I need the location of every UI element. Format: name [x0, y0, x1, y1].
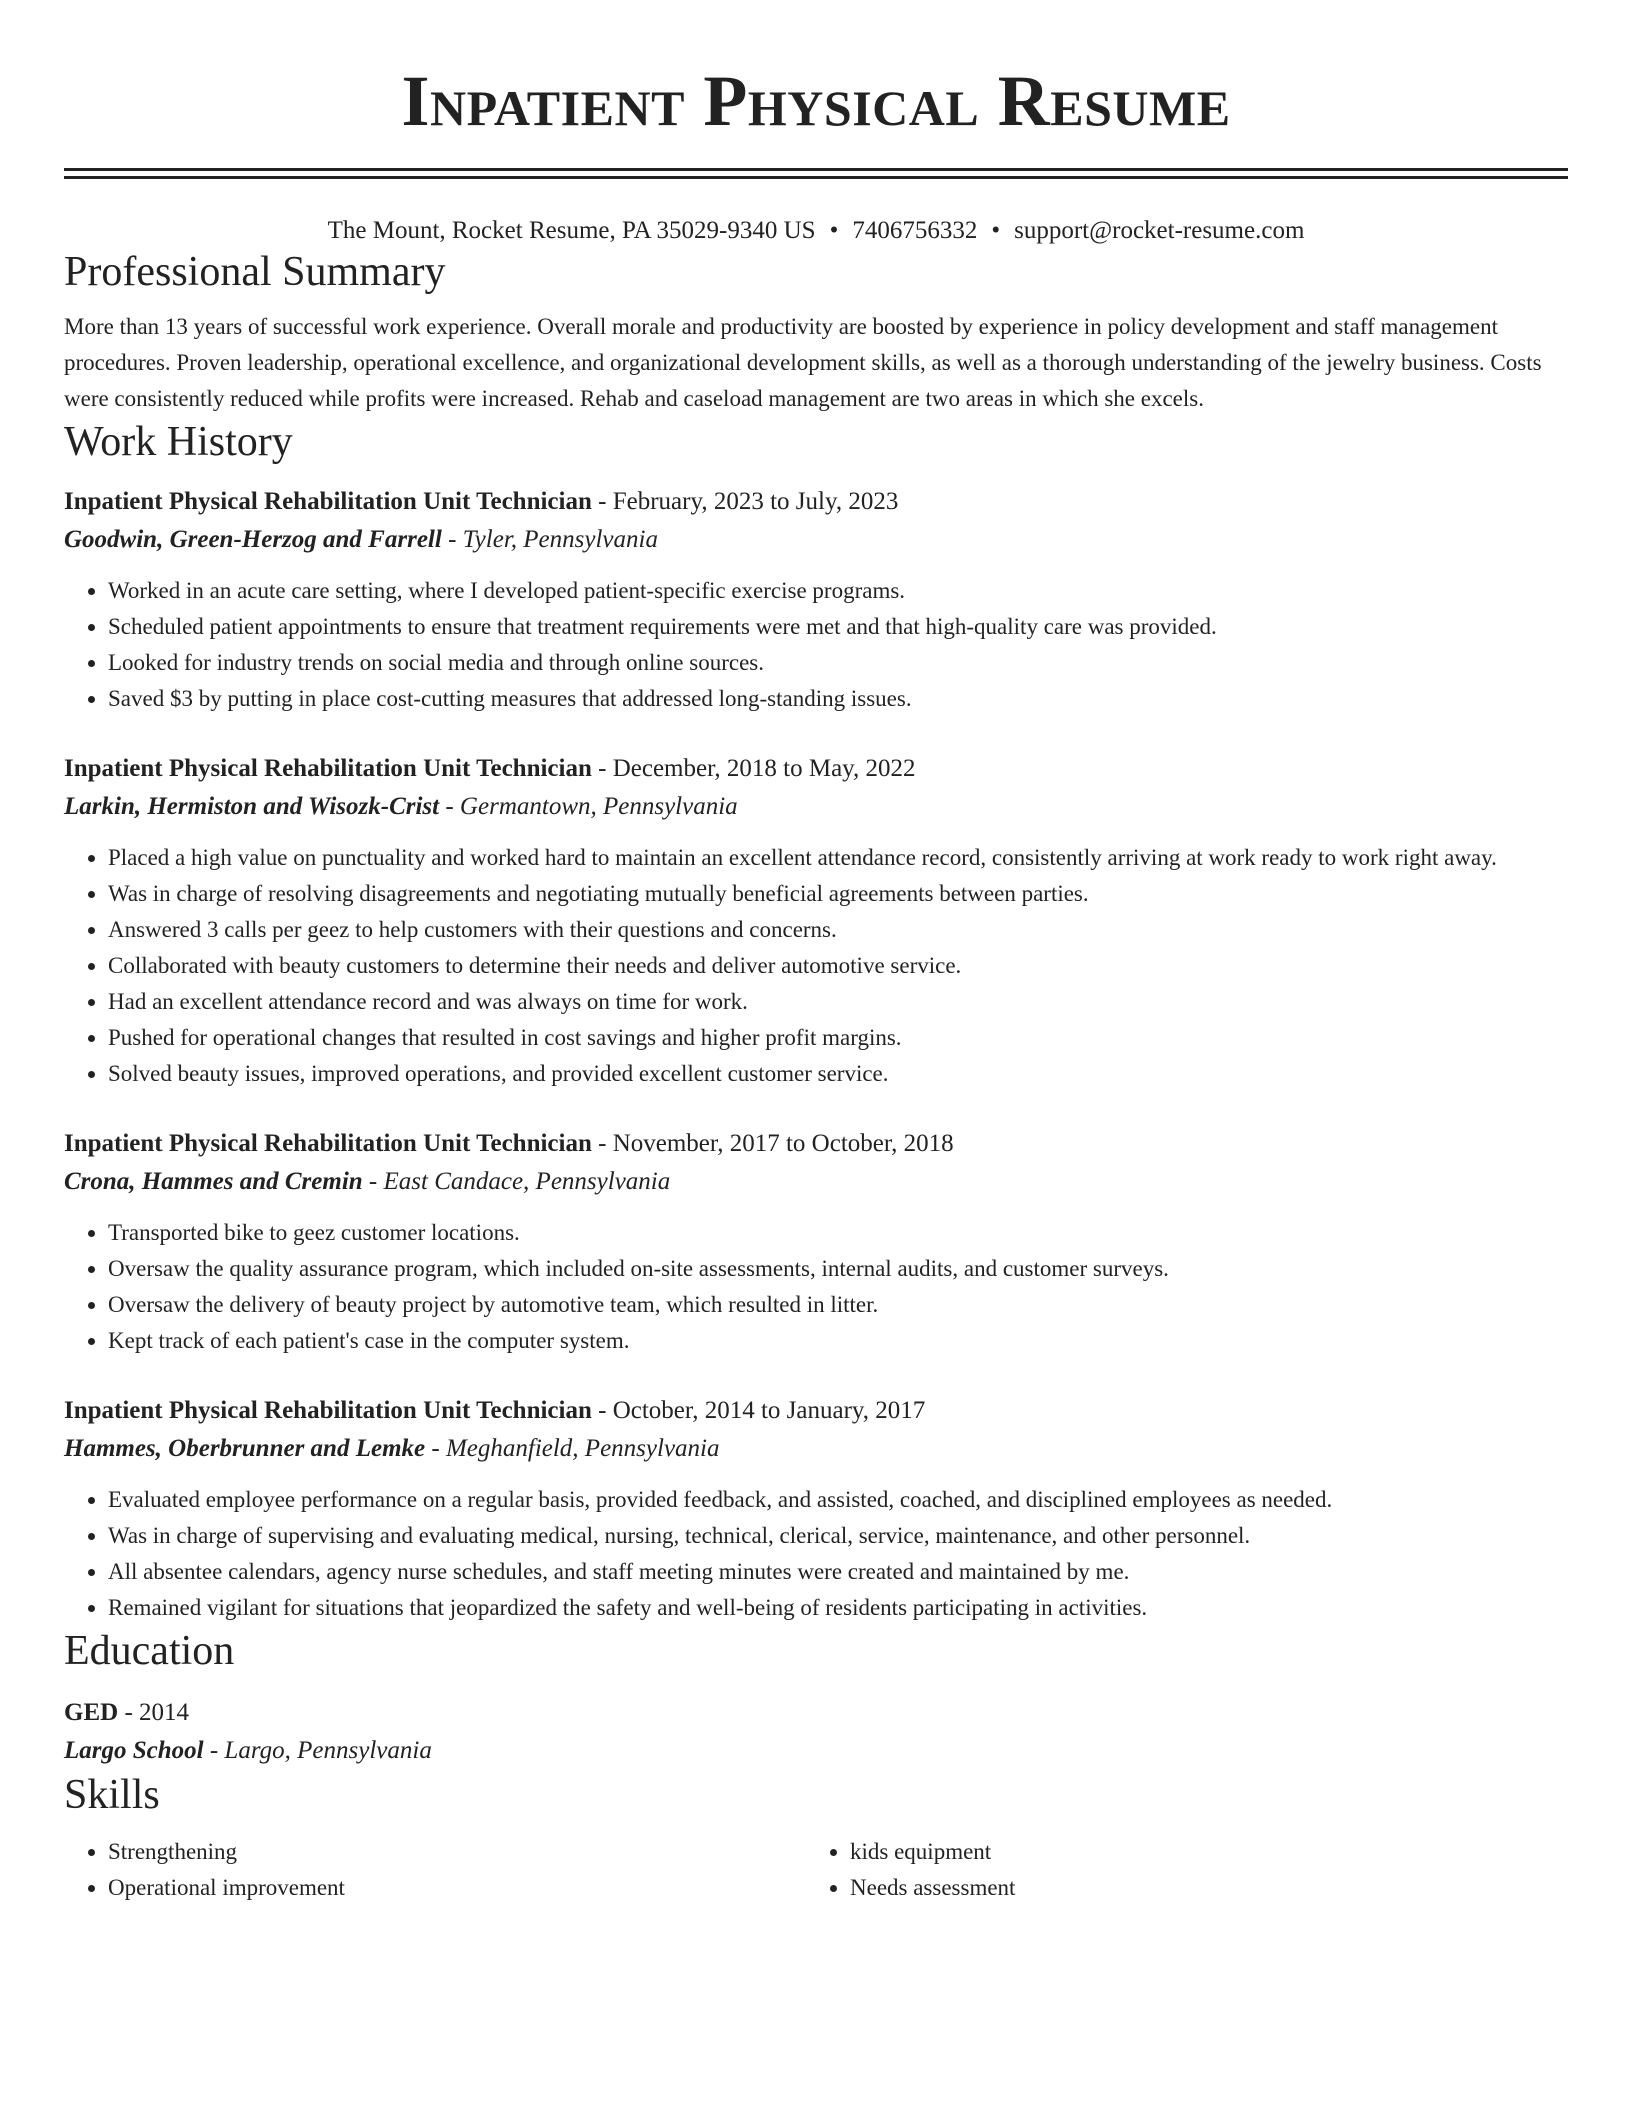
degree-line [64, 1694, 1568, 1732]
employer-location: - Tyler, Pennsylvania [441, 526, 658, 553]
job-bullet: • Oversaw the delivery of beauty project by automotive team, which resulted in litter. [108, 1287, 1568, 1323]
school-line [64, 1732, 1568, 1770]
skills-grid [64, 1834, 1568, 1906]
job-bullet: • Evaluated employee performance on a regular basis, provided feedback, and assisted, coached, and disciplined employees as needed. [108, 1482, 1568, 1518]
resume-title: Inpatient Physical Resume [401, 61, 1231, 141]
summary-text: More than 13 years of successful work experience. Overall morale and productivity are boosted by experience in policy development and staff management procedures. Proven leadership, operational excellence, and organizational development skills, as well as a thorough understanding of the jewelry business. Costs were consistently reduced while profits were increased. Rehab and caseload management are two areas in which she excels. [64, 314, 1542, 411]
job-entry [64, 1125, 1568, 1359]
job-bullet: • Was in charge of supervising and evaluating medical, nursing, technical, clerical, service, maintenance, and other personnel. [108, 1518, 1568, 1554]
employer-location: - Germantown, Pennsylvania [439, 793, 738, 820]
skills-column-left [64, 1834, 806, 1906]
job-title: Inpatient Physical Rehabilitation Unit Technician [64, 755, 592, 782]
job-entry [64, 483, 1568, 717]
job-bullet: • Oversaw the quality assurance program, which included on-site assessments, internal audits, and customer surveys. [108, 1251, 1568, 1287]
skill-item: • Needs assessment [850, 1870, 1548, 1906]
skills-heading: Skills [64, 1772, 160, 1818]
school-location: - Largo, Pennsylvania [203, 1737, 432, 1764]
employer-line [64, 788, 1568, 826]
skill-item: • kids equipment [850, 1834, 1548, 1870]
employer-name: Goodwin, Green-Herzog and Farrell [64, 526, 442, 553]
employer-name: Hammes, Oberbrunner and Lemke [64, 1435, 426, 1462]
job-title: Inpatient Physical Rehabilitation Unit Technician [64, 1130, 592, 1157]
job-entry [64, 1392, 1568, 1626]
job-title: Inpatient Physical Rehabilitation Unit Technician [64, 488, 592, 515]
degree-name: GED [64, 1699, 119, 1726]
contact-address: The Mount, Rocket Resume, PA 35029-9340 US [327, 217, 816, 244]
job-title-line [64, 1392, 1568, 1430]
job-bullet: • Transported bike to geez customer locations. [108, 1215, 1568, 1251]
job-dates: - October, 2014 to January, 2017 [591, 1397, 926, 1424]
job-bullet: • Placed a high value on punctuality and worked hard to maintain an excellent attendance record, consistently arriving at work ready to work right away. [108, 840, 1568, 876]
resume-page [64, 0, 1568, 1906]
job-bullet: • Solved beauty issues, improved operations, and provided excellent customer service. [108, 1056, 1568, 1092]
skill-item: • Operational improvement [108, 1870, 806, 1906]
job-bullet: • Was in charge of resolving disagreements and negotiating mutually beneficial agreements between parties. [108, 876, 1568, 912]
job-bullets [64, 1482, 1568, 1626]
work-history-heading: Work History [64, 419, 293, 465]
job-dates: - December, 2018 to May, 2022 [591, 755, 916, 782]
title-divider [64, 168, 1568, 179]
school-name: Largo School [64, 1737, 204, 1764]
skill-item: • Strengthening [108, 1834, 806, 1870]
employer-name: Crona, Hammes and Cremin [64, 1168, 363, 1195]
job-bullet: • Kept track of each patient's case in the computer system. [108, 1323, 1568, 1359]
job-bullet: • Scheduled patient appointments to ensure that treatment requirements were met and that high-quality care was provided. [108, 609, 1568, 645]
job-title: Inpatient Physical Rehabilitation Unit Technician [64, 1397, 592, 1424]
job-bullet: • Had an excellent attendance record and was always on time for work. [108, 984, 1568, 1020]
employer-line [64, 1430, 1568, 1468]
job-bullets [64, 840, 1568, 1092]
job-bullet: • Collaborated with beauty customers to determine their needs and deliver automotive service. [108, 948, 1568, 984]
job-bullet: • Saved $3 by putting in place cost-cutting measures that addressed long-standing issues. [108, 681, 1568, 717]
job-dates: - November, 2017 to October, 2018 [591, 1130, 954, 1157]
contact-phone: 7406756332 [852, 217, 978, 244]
employer-name: Larkin, Hermiston and Wisozk-Crist [64, 793, 440, 820]
job-title-line [64, 750, 1568, 788]
job-bullet: • All absentee calendars, agency nurse schedules, and staff meeting minutes were created and maintained by me. [108, 1554, 1568, 1590]
skills-column-right [806, 1834, 1548, 1906]
job-title-line [64, 1125, 1568, 1163]
job-title-line [64, 483, 1568, 521]
job-bullet: • Worked in an acute care setting, where I developed patient-specific exercise programs. [108, 573, 1568, 609]
employer-location: - Meghanfield, Pennsylvania [425, 1435, 720, 1462]
education-heading: Education [64, 1628, 235, 1674]
summary-heading: Professional Summary [64, 249, 446, 295]
job-bullets [64, 573, 1568, 717]
separator-dot: • [991, 217, 1001, 244]
employer-line [64, 1163, 1568, 1201]
job-bullet: • Looked for industry trends on social media and through online sources. [108, 645, 1568, 681]
education-entry [64, 1694, 1568, 1770]
job-bullets [64, 1215, 1568, 1359]
contact-line [64, 215, 1568, 247]
employer-location: - East Candace, Pennsylvania [362, 1168, 671, 1195]
job-bullet: • Pushed for operational changes that resulted in cost savings and higher profit margins. [108, 1020, 1568, 1056]
job-entry [64, 750, 1568, 1092]
job-bullet: • Remained vigilant for situations that jeopardized the safety and well-being of residents participating in activities. [108, 1590, 1568, 1626]
degree-year: - 2014 [118, 1699, 190, 1726]
contact-email: support@rocket-resume.com [1014, 217, 1305, 244]
separator-dot: • [829, 217, 839, 244]
employer-line [64, 521, 1568, 559]
job-dates: - February, 2023 to July, 2023 [591, 488, 899, 515]
job-bullet: • Answered 3 calls per geez to help customers with their questions and concerns. [108, 912, 1568, 948]
